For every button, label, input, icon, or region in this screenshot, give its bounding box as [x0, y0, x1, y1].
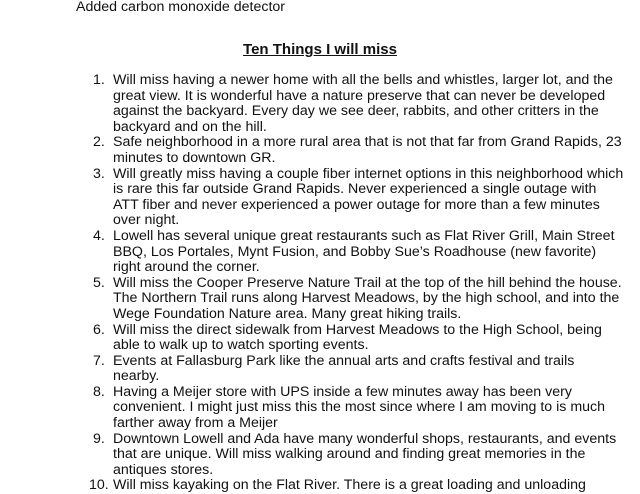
- list-item-text-line: great view. It is wonderful have a nature preserve that can never be developed: [113, 87, 606, 104]
- list-item-text-line: Downtown Lowell and Ada have many wonderful shops, restaurants, and events: [113, 430, 617, 447]
- list-item-text-line: antiques stores.: [113, 461, 214, 478]
- list-item-text-line: backyard and on the hill.: [113, 118, 267, 135]
- list-item: [0, 323, 640, 354]
- list-item-text-line: Safe neighborhood in a more rural area that is not that far from Grand Rapids, 23: [113, 134, 622, 151]
- list-item-number: 10.: [89, 477, 109, 494]
- list-item-text-line: is rare this far outside Grand Rapids. Never experienced a single outage with: [113, 181, 597, 198]
- list-item: [0, 135, 640, 166]
- list-item-number: 5.: [93, 274, 105, 291]
- list-item: [0, 229, 640, 276]
- list-item-number: 3.: [93, 165, 105, 182]
- list-item-text-line: right around the corner.: [113, 259, 260, 276]
- list-item: [0, 354, 640, 385]
- list-item-text-line: that are unique. Will miss walking around and finding great memories in the: [113, 446, 586, 463]
- list-item: [0, 73, 640, 135]
- numbered-list: [0, 73, 640, 494]
- list-item-text-line: able to walk up to watch sporting events.: [113, 337, 369, 354]
- list-item-text-line: over night.: [113, 212, 180, 229]
- list-item-number: 1.: [93, 72, 105, 88]
- list-item-text-line: farther away from a Meijer: [113, 415, 278, 432]
- list-item: [0, 478, 640, 494]
- list-item-number: 9.: [93, 430, 105, 447]
- list-item: [0, 385, 640, 432]
- list-item-text-line: Will miss having a newer home with all the bells and whistles, larger lot, and the: [113, 72, 613, 88]
- list-item-number: 6.: [93, 321, 105, 338]
- list-item-text-line: Wege Foundation Nature area. Many great hiking trails.: [113, 305, 462, 322]
- list-item-text-line: ATT fiber and never experienced a power outage for more than a few minutes: [113, 196, 600, 213]
- list-item-number: 4.: [93, 227, 105, 244]
- list-item-text-line: Will miss kayaking on the Flat River. There is a great loading and unloading: [113, 477, 586, 494]
- section-title: Ten Things I will miss: [243, 41, 397, 58]
- list-item-text-line: Will miss the Cooper Preserve Nature Trail at the top of the hill behind the house.: [113, 274, 622, 291]
- previous-item-text: Added carbon monoxide detector: [76, 0, 286, 15]
- list-item: [0, 432, 640, 479]
- list-item-text-line: nearby.: [113, 368, 160, 385]
- list-item: [0, 276, 640, 323]
- list-item-text-line: Will greatly miss having a couple fiber internet options in this neighborhood which: [113, 165, 624, 182]
- list-item-text-line: Having a Meijer store with UPS inside a few minutes away has been very: [113, 383, 572, 400]
- list-item-number: 8.: [93, 383, 105, 400]
- list-item-text-line: BBQ, Los Portales, Mynt Fusion, and Bobby Sue’s Roadhouse (new favorite): [113, 243, 597, 260]
- list-item-text-line: Lowell has several unique great restaurants such as Flat River Grill, Main Street: [113, 227, 615, 244]
- list-item-text-line: convenient. I might just miss this the most since where I am moving to is much: [113, 399, 606, 416]
- list-item-number: 7.: [93, 352, 105, 369]
- list-item-text-line: Events at Fallasburg Park like the annual arts and crafts festival and trails: [113, 352, 575, 369]
- list-item-text-line: The Northern Trail runs along Harvest Meadows, by the high school, and into the: [113, 290, 620, 307]
- list-item-text-line: minutes to downtown GR.: [113, 149, 276, 166]
- list-item: [0, 167, 640, 229]
- list-item-number: 2.: [93, 134, 105, 151]
- list-item-text-line: Will miss the direct sidewalk from Harvest Meadows to the High School, being: [113, 321, 602, 338]
- list-item-text-line: against the backyard. Every day we see deer, rabbits, and other critters in the: [113, 103, 599, 120]
